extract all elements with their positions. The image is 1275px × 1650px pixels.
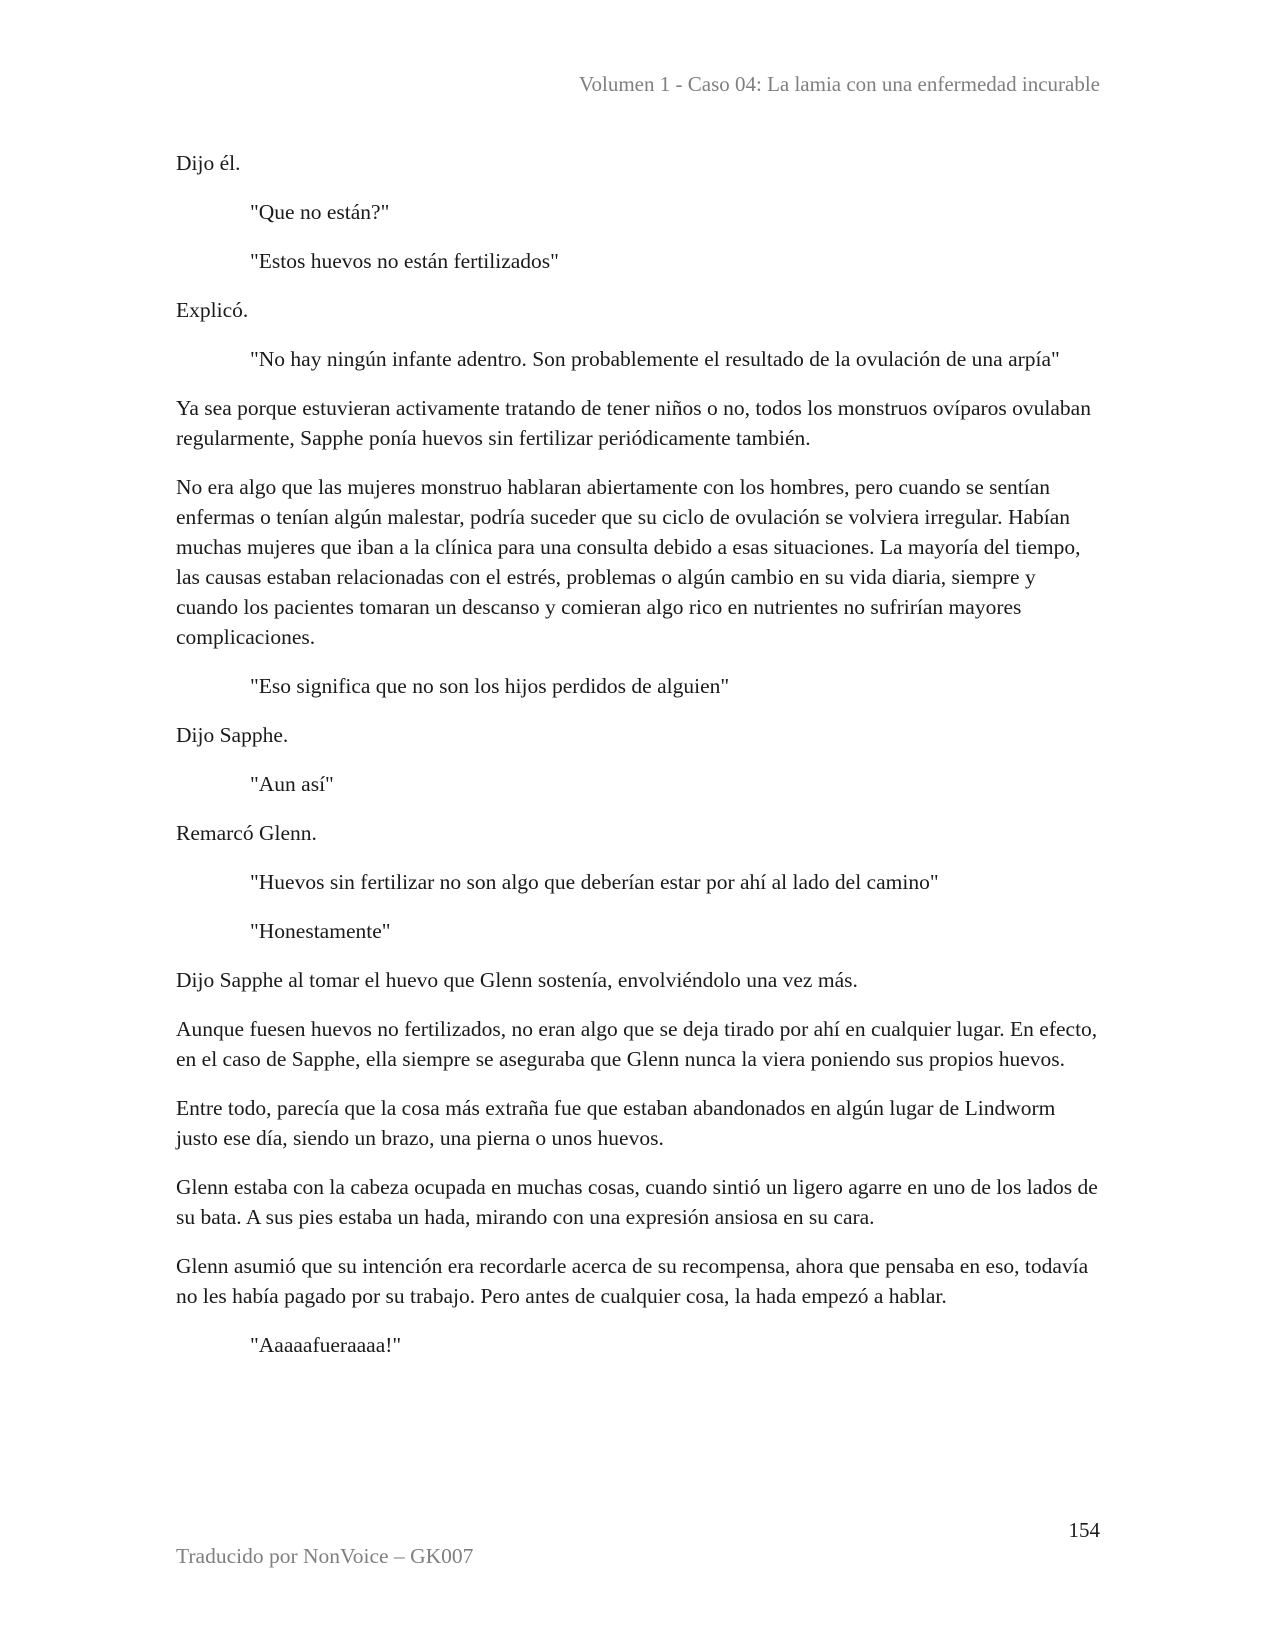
body-text: [176, 148, 1100, 1379]
paragraph: "Que no están?": [250, 200, 390, 224]
paragraph: Dijo Sapphe.: [176, 723, 289, 747]
paragraph: "Aaaaafueraaaa!": [250, 1333, 402, 1357]
paragraph: Remarcó Glenn.: [176, 821, 317, 845]
paragraph: Dijo Sapphe al tomar el huevo que Glenn sostenía, envolviéndolo una vez más.: [176, 968, 858, 992]
paragraph: No era algo que las mujeres monstruo hablaran abiertamente con los hombres, pero cuando se sentían enfermas o tenían algún malestar, podría suceder que su ciclo de ovulación se volviera irregular. Habían muchas mujeres que iban a la clínica para una consulta debido a esas situaciones. La mayoría del tiempo, las causas estaban relacionadas con el estrés, problemas o algún cambio en su vida diaria, siempre y cuando los pacientes tomaran un descanso y comieran algo rico en nutrientes no sufrirían mayores complicaciones.: [176, 475, 1081, 649]
paragraph: Glenn estaba con la cabeza ocupada en muchas cosas, cuando sintió un ligero agarre en uno de los lados de su bata. A sus pies estaba un hada, mirando con una expresión ansiosa en su cara.: [176, 1175, 1098, 1229]
paragraph: Entre todo, parecía que la cosa más extraña fue que estaban abandonados en algún lugar de Lindworm justo ese día, siendo un brazo, una pierna o unos huevos.: [176, 1096, 1056, 1150]
paragraph: Aunque fuesen huevos no fertilizados, no eran algo que se deja tirado por ahí en cualquier lugar. En efecto, en el caso de Sapphe, ella siempre se aseguraba que Glenn nunca la viera poniendo sus propios huevos.: [176, 1017, 1098, 1071]
paragraph: Glenn asumió que su intención era recordarle acerca de su recompensa, ahora que pensaba en eso, todavía no les había pagado por su trabajo. Pero antes de cualquier cosa, la hada empezó a hablar.: [176, 1254, 1089, 1308]
paragraph: "Huevos sin fertilizar no son algo que deberían estar por ahí al lado del camino": [250, 870, 939, 894]
page-number: 154: [1068, 1518, 1100, 1542]
paragraph: "Aun así": [250, 772, 334, 796]
paragraph: "Eso significa que no son los hijos perdidos de alguien": [250, 674, 730, 698]
paragraph: "No hay ningún infante adentro. Son probablemente el resultado de la ovulación de una arpía": [250, 347, 1060, 371]
translator-credit: Traducido por NonVoice – GK007: [176, 1544, 474, 1568]
paragraph: Explicó.: [176, 298, 249, 322]
paragraph: "Estos huevos no están fertilizados": [250, 249, 559, 273]
paragraph: Dijo él.: [176, 151, 241, 175]
paragraph: Ya sea porque estuvieran activamente tratando de tener niños o no, todos los monstruos ovíparos ovulaban regularmente, Sapphe ponía huevos sin fertilizar periódicamente también.: [176, 396, 1091, 450]
paragraph: "Honestamente": [250, 919, 391, 943]
running-header: Volumen 1 - Caso 04: La lamia con una enfermedad incurable: [579, 72, 1100, 96]
